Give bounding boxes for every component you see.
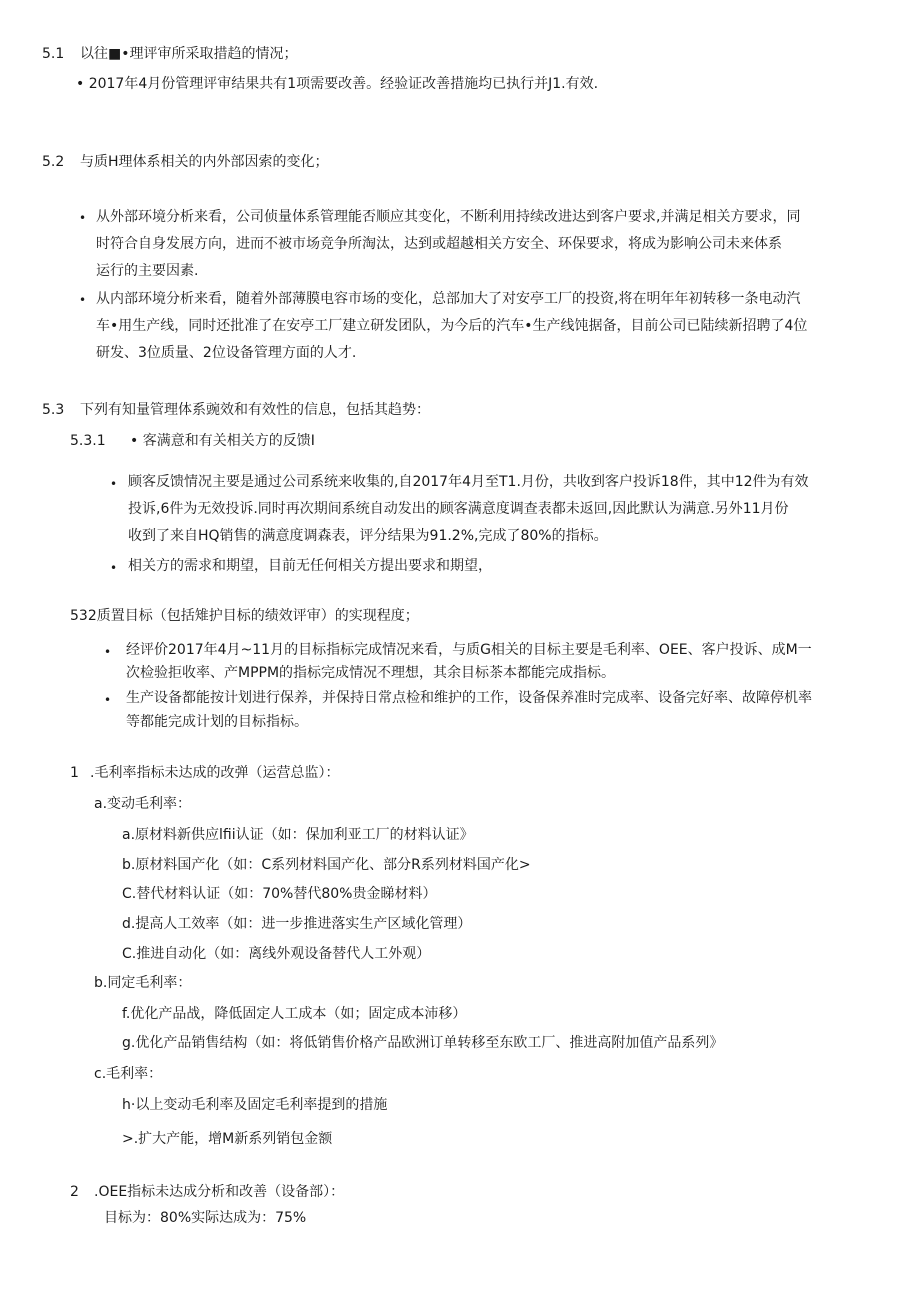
paragraph-line: 相关方的需求和期望，目前无任何相关方提出要求和期望， <box>128 558 492 574</box>
list-item: C.替代材料认证（如：70%替代80%贵金睇材料） <box>122 886 437 902</box>
section-number-5-1: 5.1 <box>42 46 65 62</box>
section-number-5-2: 5.2 <box>42 154 65 170</box>
list-item: a.原材料新供应lfii认证（如：保加利亚工厂的材料认证》 <box>122 827 474 843</box>
list-item: f.优化产品战，降低固定人工成本（如；固定成本沛移） <box>122 1006 467 1022</box>
subsection-a-title: a.变动毛利率： <box>94 796 192 812</box>
item-title-2: .OEE指标未达成分析和改善（设备部）： <box>94 1184 345 1200</box>
section-title-5-1: 以往■•理评审所采取措趋的情况； <box>80 46 298 62</box>
section-title-5-3-2: 532质置目标（包括雉护目标的绩效评审）的实现程度； <box>70 608 419 624</box>
bullet-dot: • <box>110 477 118 491</box>
section-title-5-3: 下列有知量管理体系豌效和有效性的信息，包括其趋势： <box>80 402 430 418</box>
bullet-dot: • <box>79 293 87 307</box>
paragraph-line: 投诉,6件为无效投诉.同时再次期间系统自动发出的顾客满意度调查表都未返回,因此默认为满意.另外11月份 <box>128 501 789 517</box>
section-5-1-bullet: • 2017年4月份管理评审结果共有1项需要改善。经验证改善措施均已执行并J1.有效. <box>76 76 599 92</box>
item-2-target: 目标为：80%实际达成为：75% <box>104 1210 307 1226</box>
paragraph-line: 顾客反馈情况主要是通过公司系统来收集的,自2017年4月至T1.月份，共收到客户投诉18件，其中12件为有效 <box>128 474 809 490</box>
list-item: >.扩大产能，增M新系列销包金额 <box>122 1131 333 1147</box>
list-item: d.提高人工效率（如：进一步推进落实生产区域化管理） <box>122 916 472 932</box>
subsection-b-title: b.同定毛利率： <box>94 975 192 991</box>
list-item: h·以上变动毛利率及固定毛利率提到的措施 <box>122 1097 388 1113</box>
list-item: C.推进自动化（如：离线外观设备替代人工外观） <box>122 946 431 962</box>
bullet-dot: • <box>104 693 112 707</box>
list-item: g.优化产品销售结构（如：将低销售价格产品欧洲订单转移至东欧工厂、推进高附加值产品系列》 <box>122 1035 724 1051</box>
list-item: b.原材料国产化（如：C系列材料国产化、部分R系列材料国产化> <box>122 857 531 873</box>
paragraph-line: 生产设备都能按计划进行保养，并保持日常点检和维护的工作，设备保养准时完成率、设备完好率、故障停机率 <box>126 690 812 706</box>
paragraph-line: 收到了来自HQ销售的满意度调森表，评分结果为91.2%,完成了80%的指标。 <box>128 528 608 544</box>
section-title-5-2: 与质H理体系相关的内外部因索的变化； <box>80 154 329 170</box>
bullet-dot: • <box>104 645 112 659</box>
bullet-dot: • <box>110 561 118 575</box>
paragraph-line: 从内部环境分析来看，随着外部薄膜电容市场的变化，总部加大了对安亭工厂的投资,将在明年年初转移一条电动汽 <box>96 291 801 307</box>
paragraph-line: 从外部环境分析来看，公司侦量体系管理能否顺应其变化，不断利用持续改进达到客户要求,并满足相关方要求，同 <box>96 209 801 225</box>
paragraph-line: 研发、3位质量、2位设备管理方面的人才. <box>96 345 357 361</box>
item-number-1: 1 <box>70 765 79 781</box>
item-number-2: 2 <box>70 1184 79 1200</box>
section-number-5-3-1: 5.3.1 <box>70 433 106 449</box>
subsection-c-title: c.毛利率： <box>94 1066 163 1082</box>
paragraph-line: 经评价2017年4月~11月的目标指标完成情况来看，与质G相关的目标主要是毛利率、OEE、客户投诉、成M一 <box>126 642 812 658</box>
paragraph-line: 等都能完成计划的目标指标。 <box>126 714 308 730</box>
paragraph-line: 次检验拒收率、产MPPM的指标完成情况不理想，其余目标茶本都能完成指标。 <box>126 665 616 681</box>
section-title-5-3-1: • 客满意和有关相关方的反馈I <box>130 433 315 449</box>
bullet-dot: • <box>79 211 87 225</box>
paragraph-line: 运行的主要因素. <box>96 263 199 279</box>
paragraph-line: 时符合自身发展方向，进而不被市场竞争所淘汰，达到或超越相关方安全、环保要求，将成为影响公司未来体系 <box>96 236 782 252</box>
paragraph-line: 车•用生产线，同时还批准了在安亭工厂建立研发团队，为今后的汽车•生产线饨据备，目前公司已陆续新招聘了4位 <box>96 318 808 334</box>
item-title-1: .毛利率指标未达成的改弹（运营总监）： <box>90 765 340 781</box>
section-number-5-3: 5.3 <box>42 402 65 418</box>
